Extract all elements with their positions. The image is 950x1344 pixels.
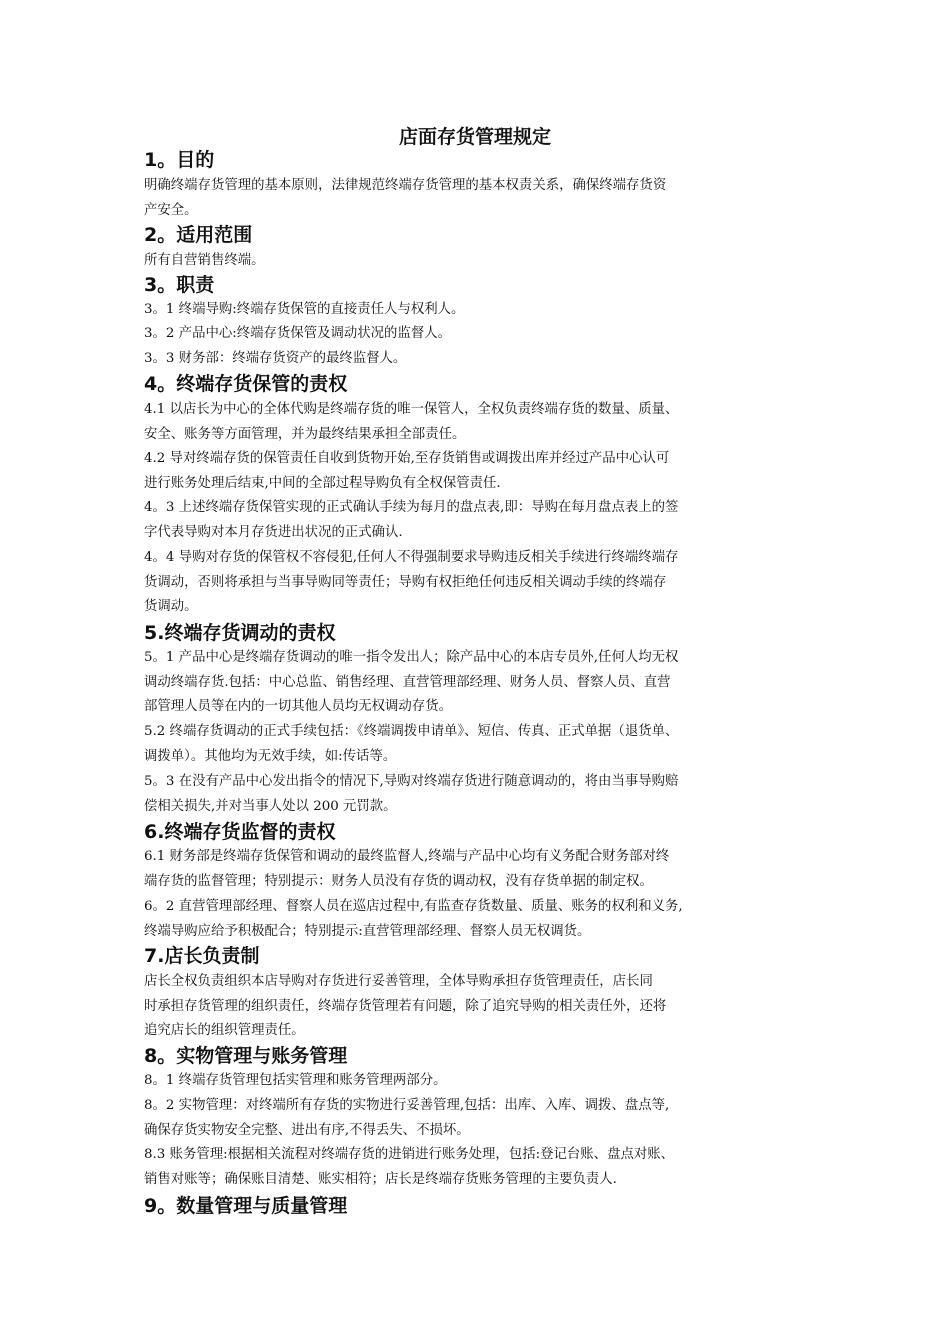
text-line: 确保存货实物安全完整、进出有序,不得丢失、不损坏。 (144, 1122, 470, 1138)
paragraph-2 (144, 249, 824, 274)
text-line: 5.2 终端存货调动的正式手续包括：《终端调拨申请单》、短信、传真、正式单据（退货单、 (144, 724, 679, 739)
text-line: 8。1 终端存货管理包括实管理和账务管理两部分。 (144, 1073, 447, 1088)
paragraph-5-3 (144, 770, 824, 819)
text-line: 销售对账等；确保账目清楚、账实相符；店长是终端存货账务管理的主要负责人. (144, 1171, 617, 1187)
text-line: 8.3 账务管理:根据相关流程对终端存货的进销进行账务处理，包括:登记台账、盘点对账、 (144, 1147, 675, 1162)
text-line: 8。2 实物管理：对终端所有存货的实物进行妥善管理,包括：出库、入库、调拨、盘点等, (144, 1098, 670, 1113)
section-heading-2: 2。适用范围 (144, 224, 253, 246)
section-heading-5: 5.终端存货调动的责权 (144, 622, 336, 644)
section-heading-9: 9。数量管理与质量管理 (144, 1195, 348, 1217)
text-line: 字代表导购对本月存货进出状况的正式确认. (144, 524, 403, 540)
paragraph-4-2 (144, 447, 824, 496)
text-line: 3。3 财务部：终端存货资产的最终监督人。 (144, 351, 407, 366)
paragraph-4-3 (144, 496, 824, 545)
text-line: 终端导购应给予积极配合；特别提示:直营管理部经理、督察人员无权调货。 (144, 923, 591, 939)
text-line: 追究店长的组织管理责任。 (144, 1023, 305, 1038)
section-heading-1: 1。目的 (144, 149, 215, 171)
text-line: 调拨单）。其他均为无效手续，如:传话等。 (144, 748, 397, 764)
section-heading-6: 6.终端存货监督的责权 (144, 821, 336, 843)
text-line: 端存货的监督管理；特别提示：财务人员没有存货的调动权，没有存货单据的制定权。 (144, 873, 653, 889)
paragraph-1 (144, 174, 824, 223)
text-line: 店长全权负责组织本店导购对存货进行妥善管理，全体导购承担存货管理责任，店长同 (144, 974, 653, 989)
text-line: 4.1 以店长为中心的全体代购是终端存货的唯一保管人，全权负责终端存货的数量、质量、 (144, 402, 679, 417)
paragraph-3-3 (144, 347, 824, 372)
paragraph-5-1 (144, 646, 824, 720)
text-line: 3。1 终端导购:终端存货保管的直接责任人与权利人。 (144, 302, 465, 317)
text-line: 时承担存货管理的组织责任，终端存货管理若有问题，除了追究导购的相关责任外，还将 (144, 998, 667, 1014)
paragraph-3-1 (144, 298, 824, 323)
paragraph-8-3 (144, 1143, 824, 1192)
section-heading-8: 8。实物管理与账务管理 (144, 1045, 348, 1067)
section-heading-7: 7.店长负责制 (144, 945, 260, 967)
document-title: 店面存货管理规定 (398, 126, 551, 148)
text-line: 3。2 产品中心:终端存货保管及调动状况的监督人。 (144, 326, 452, 341)
section-heading-3: 3。职责 (144, 274, 215, 296)
text-line: 4。4 导购对存货的保管权不容侵犯,任何人不得强制要求导购违反相关手续进行终端终端存 (144, 550, 679, 565)
paragraph-5-2 (144, 720, 824, 769)
text-line: 6。2 直营管理部经理、督察人员在巡店过程中,有监查存货数量、质量、账务的权利和义务, (144, 899, 683, 914)
paragraph-8-1 (144, 1069, 824, 1094)
text-line: 产安全。 (144, 202, 198, 218)
text-line: 货调动，否则将承担与当事导购同等责任；导购有权拒绝任何违反相关调动手续的终端存 (144, 574, 667, 590)
paragraph-7 (144, 970, 824, 1044)
text-line: 明确终端存货管理的基本原则，法律规范终端存货管理的基本权责关系，确保终端存货资 (144, 178, 667, 193)
paragraph-6-1 (144, 845, 824, 894)
text-line: 5。3 在没有产品中心发出指令的情况下,导购对终端存货进行随意调动的，将由当事导购赔 (144, 774, 679, 789)
paragraph-4-4 (144, 546, 824, 620)
text-line: 所有自营销售终端。 (144, 253, 265, 268)
paragraph-8-2 (144, 1094, 824, 1143)
text-line: 4.2 导对终端存货的保管责任自收到货物开始,至存货销售或调拨出库并经过产品中心认可 (144, 451, 670, 466)
paragraph-4-1 (144, 398, 824, 447)
section-heading-4: 4。终端存货保管的责权 (144, 373, 348, 395)
text-line: 6.1 财务部是终端存货保管和调动的最终监督人,终端与产品中心均有义务配合财务部对终 (144, 849, 670, 864)
paragraph-3-2 (144, 322, 824, 347)
text-line: 5。1 产品中心是终端存货调动的唯一指令发出人；除产品中心的本店专员外,任何人均无权 (144, 650, 679, 665)
text-line: 货调动。 (144, 599, 198, 614)
text-line: 4。3 上述终端存货保管实现的正式确认手续为每月的盘点表,即：导购在每月盘点表上的签 (144, 500, 679, 515)
text-line: 部管理人员等在内的一切其他人员均无权调动存货。 (144, 699, 452, 714)
text-line: 调动终端存货.包括：中心总监、销售经理、直营管理部经理、财务人员、督察人员、直营 (144, 674, 671, 690)
text-line: 偿相关损失,并对当事人处以 200 元罚款。 (144, 798, 397, 814)
text-line: 进行账务处理后结束,中间的全部过程导购负有全权保管责任. (144, 475, 501, 491)
text-line: 安全、账务等方面管理，并为最终结果承担全部责任。 (144, 426, 466, 442)
paragraph-6-2 (144, 895, 824, 944)
